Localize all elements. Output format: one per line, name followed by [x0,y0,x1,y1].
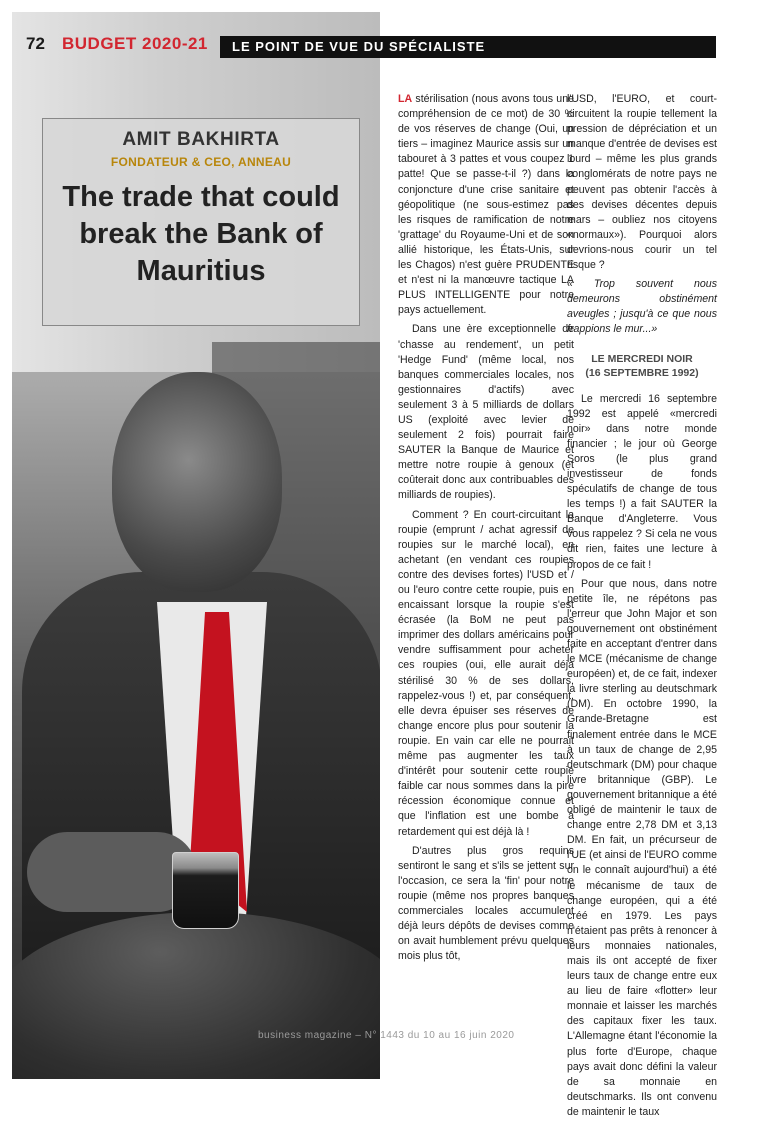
paragraph [398,92,574,318]
article-column-2 [567,92,717,1124]
page-footer: business magazine – N° 1443 du 10 au 16 juin 2020 [258,1030,515,1041]
photo-espresso-glass [172,852,239,929]
section-title: BUDGET 2020-21 [62,34,208,53]
photo-table [12,912,380,1079]
pull-quote: « Trop souvent nous demeurons obstinément aveugles ; jusqu'à ce que nous frappions le mur...» [567,278,717,336]
paragraph: Le mercredi 16 septembre 1992 est appelé «mercredi noir» dans notre monde financier ; le jour où George Soros (le plus grand investisseur de fonds spéculatifs de change de tous les temps !) a fait SAUTER la Banque d'Angleterre. Vous vous rappelez ? Si cela ne vous dit rien, faites une lecture à propos de ce fait ! [567,392,717,571]
paragraph-text: stérilisation (nous avons tous une compréhension de ce mot) de 30 % de vos réserves de change (Oui, un tiers – imaginez Maurice assis sur un tabouret à 3 pattes et vous coupez 1 patte! Que se passe-t-il ?) dans la conjoncture d'une crise sanitaire et géopolitique (ne sous-estimez pas les risques de ramification de notre 'grattage' du Royaume-Uni et de son allié historique, les États-Unis, sur les Chagos) n'est guère PRUDENTE et n'est ni la manœuvre tactique LA PLUS INTELLIGENTE pour notre pays actuellement. [398,93,574,317]
section-subheading [567,352,717,380]
paragraph: Dans une ère exceptionnelle de 'chasse au rendement', un petit 'Hedge Fund' (même local, nos banques commerciales locales, nos gestionnaires d'actifs) avec seulement 3 à 5 milliards de dollars US (exploité avec levier de seulement 2 fois) pourrait faire SAUTER la Banque de Maurice et mettre notre roupie à genoux (et coûterait donc aux contribuables des milliards de roupies). [398,323,574,502]
article-headline: The trade that could break the Bank of Mauritius [62,181,340,287]
author-name: AMIT BAKHIRTA [122,129,280,150]
rubric-label: LE POINT DE VUE DU SPÉCIALISTE [232,39,486,54]
article-column-1 [398,92,574,968]
paragraph: D'autres plus gros requins sentiront le sang et s'ils se jettent sur l'occasion, ce sera la 'fin' pour notre roupie (même nos propres banques commerciales locales accumulent déjà leurs dépôts de devises comme on avait humblement prévu quelques mois plus tôt, [398,844,574,963]
paragraph: Comment ? En court-circuitant la roupie (emprunt / achat agressif de roupies sur le marché local), en achetant (en vendant ces roupies contre des devises fortes) l'USD et / ou l'euro contre cette roupie, puis en encaissant lorsque la roupie s'est écrasée (la BoM ne peut pas imprimer des dollars américains pour vendre suffisamment pour acheter ces roupies (oui, elle aurait déjà stérilisé 30 % de ses dollars, rappelez-vous !) et, par conséquent, elle devra épuiser ses réserves de change encore plus pour soutenir la roupie. En vain car elle ne pourrait même pas augmenter les taux d'intérêt pour soutenir cette roupie faible car nous sommes dans la pire récession économique connue et que l'inflation est une bombe à retardement qui est déjà là ! [398,508,574,838]
subheading-line: (16 SEPTEMBRE 1992) [585,366,699,379]
subheading-line: LE MERCREDI NOIR [591,352,693,365]
paragraph: Pour que nous, dans notre petite île, ne répétons pas l'erreur que John Major et son gouvernement ont obstinément faite en acceptant d'entrer dans le MCE (mécanisme de change européen) et, de ce fait, indexer la livre sterling au deutschmark (DM). En octobre 1990, la Grande-Bretagne est finalement entrée dans le MCE à un taux de change de 2,95 deutschmark (DM) pour chaque livre britannique (GBP). Le gouvernement britannique a été obligé de maintenir le taux de change entre 2,78 DM et 3,13 DM. En fait, un précurseur de l'UE (et ainsi de l'EURO comme on le connaît aujourd'hui) a été le mécanisme de taux de change européen, qui a été créé en 1979. Les pays n'étaient pas prêts à renoncer à leurs monnaies nationales, mais ils ont accepté de fixer leurs taux de change entre eux au lieu de faire «flotter» leur monnaie et laisser les marchés des capitaux fixer les taux. L'Allemagne étant l'économie la plus forte d'Europe, chaque pays avait donc défini la valeur de sa monnaie en deutschmarks. Ils ont convenu de maintenir le taux [567,577,717,1118]
photo-person-head [112,372,282,592]
rubric-bar [220,36,716,58]
paragraph: l'USD, l'EURO, et court-circuitent la roupie tellement la pression de dépréciation et un manque d'entrée de devises est lourd – même les plus grands conglomérats de notre pays ne peuvent pas obtenir l'accès à des devises décentes depuis mars – oubliez nos citoyens «normaux»). Pourquoi alors devrions-nous courir un tel risque ? [567,93,717,272]
lead-in: LA [398,93,413,105]
page-number: 72 [26,34,45,53]
title-box [42,118,360,326]
author-role: FONDATEUR & CEO, ANNEAU [110,155,292,169]
